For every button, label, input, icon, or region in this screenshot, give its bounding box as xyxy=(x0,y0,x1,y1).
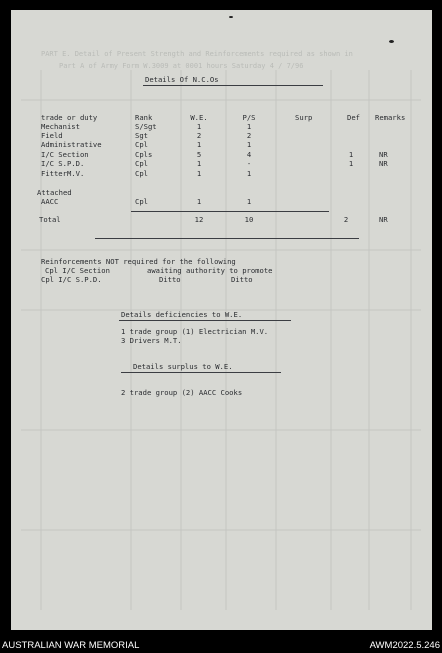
row-we: 1 xyxy=(196,140,202,149)
row-rank: S/Sgt xyxy=(135,122,157,131)
row-we: 1 xyxy=(196,159,202,168)
row-we: 1 xyxy=(196,197,202,206)
row-rank: Cpl xyxy=(135,169,148,178)
row-rank: Sgt xyxy=(135,131,148,140)
punch-mark xyxy=(229,16,233,18)
row-ps: - xyxy=(246,159,252,168)
row-trade: FitterM.V. xyxy=(41,169,85,178)
row-rank: Cpls xyxy=(135,150,153,159)
row-trade: I/C Section xyxy=(41,150,89,159)
page-title: Details Of N.C.Os xyxy=(145,75,219,84)
surplus-heading: Details surplus to W.E. xyxy=(133,362,233,371)
reinforcement-line-left: Cpl I/C Section xyxy=(45,266,110,275)
row-trade: Administrative xyxy=(41,140,102,149)
row-ps: 1 xyxy=(246,169,252,178)
row-rank: Cpl xyxy=(135,197,148,206)
title-underline xyxy=(143,85,323,86)
deficiency-item: 3 Drivers M.T. xyxy=(121,336,182,345)
row-we: 1 xyxy=(196,169,202,178)
total-remarks: NR xyxy=(379,215,388,224)
table-end-rule xyxy=(95,238,359,239)
row-remarks: NR xyxy=(379,159,388,168)
row-ps: 1 xyxy=(246,197,252,206)
total-def: 2 xyxy=(343,215,349,224)
header-trade: trade or duty xyxy=(41,113,98,122)
punch-mark xyxy=(389,40,394,43)
header-rank: Rank xyxy=(135,113,153,122)
reinforcement-line-right: awaiting authority to promote xyxy=(147,266,273,275)
archive-footer xyxy=(0,638,442,653)
header-we: W.E. xyxy=(190,113,208,122)
attached-label: Attached xyxy=(37,188,72,197)
row-ps: 2 xyxy=(246,131,252,140)
bleed-through-line-1: PART E. Detail of Present Strength and Reinforcements required as shown in xyxy=(41,50,353,58)
row-trade: AACC xyxy=(41,197,59,206)
footer-institution: AUSTRALIAN WAR MEMORIAL xyxy=(2,640,140,651)
row-trade: Field xyxy=(41,131,63,140)
row-def: 1 xyxy=(348,159,354,168)
row-we: 1 xyxy=(196,122,202,131)
reinforcements-heading: Reinforcements NOT required for the following xyxy=(41,257,236,266)
surplus-underline xyxy=(121,372,281,373)
row-trade: I/C S.P.D. xyxy=(41,159,85,168)
header-def: Def xyxy=(347,113,360,122)
header-remarks: Remarks xyxy=(375,113,406,122)
row-we: 5 xyxy=(196,150,202,159)
deficiency-item: 1 trade group (1) Electrician M.V. xyxy=(121,327,269,336)
reinforcement-line-left: Cpl I/C S.P.D. xyxy=(41,275,102,284)
deficiencies-underline xyxy=(119,320,291,321)
reinforcement-line-right: Ditto xyxy=(231,275,253,284)
row-ps: 1 xyxy=(246,140,252,149)
document-page xyxy=(11,10,432,630)
row-ps: 1 xyxy=(246,122,252,131)
deficiencies-heading: Details deficiencies to W.E. xyxy=(121,310,243,319)
row-ps: 4 xyxy=(246,150,252,159)
header-surp: Surp xyxy=(295,113,313,122)
header-ps: P/S xyxy=(242,113,256,122)
surplus-item: 2 trade group (2) AACC Cooks xyxy=(121,388,243,397)
total-label: Total xyxy=(39,215,61,224)
bleed-through-line-2: Part A of Army Form W.3009 at 0001 hours Saturday 4 / 7/96 xyxy=(59,62,304,70)
reinforcement-line-right: Ditto xyxy=(159,275,181,284)
row-remarks: NR xyxy=(379,150,388,159)
total-rule xyxy=(131,211,329,212)
row-def: 1 xyxy=(348,150,354,159)
total-ps: 10 xyxy=(244,215,254,224)
total-we: 12 xyxy=(194,215,204,224)
row-rank: Cpl xyxy=(135,159,148,168)
row-we: 2 xyxy=(196,131,202,140)
row-rank: Cpl xyxy=(135,140,148,149)
row-trade: Mechanist xyxy=(41,122,80,131)
footer-accession-number: AWM2022.5.246 xyxy=(369,640,440,651)
